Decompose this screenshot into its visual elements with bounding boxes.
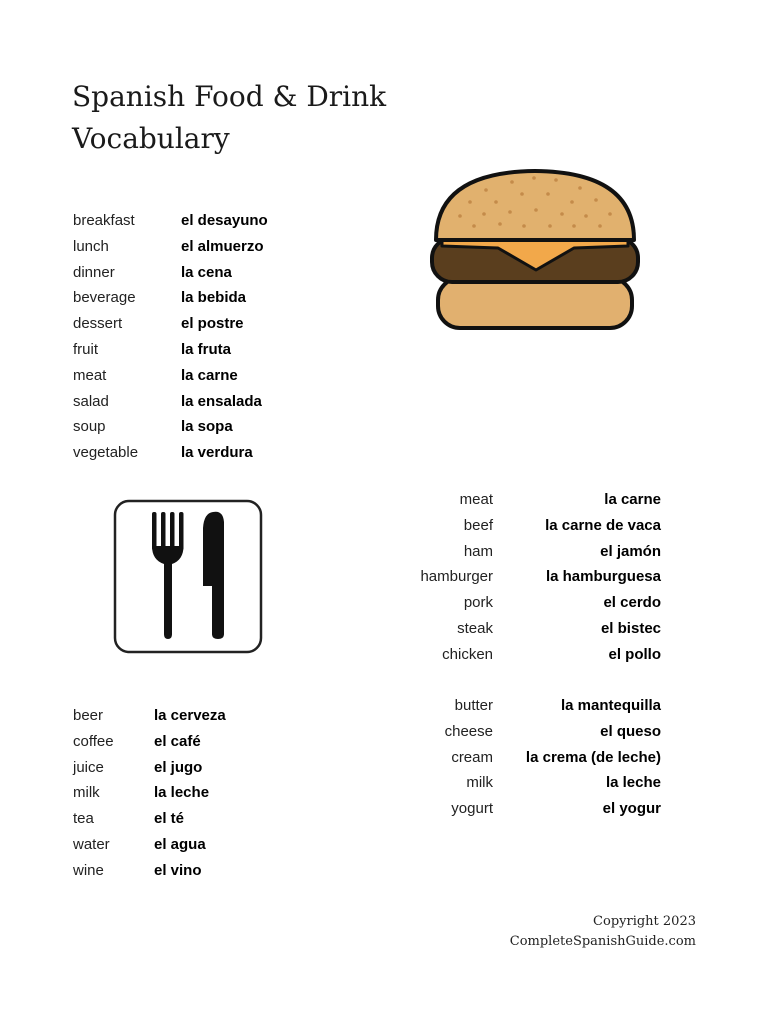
english-term: lunch [73,237,109,255]
vocab-row [373,693,661,719]
page-title [72,76,386,160]
vocab-row [73,337,268,363]
vocab-row [73,285,268,311]
spanish-term: el almuerzo [181,237,264,255]
spanish-term: el desayuno [181,212,268,229]
vocab-row [73,234,268,260]
english-term: dessert [73,315,123,333]
english-term: wine [73,861,104,879]
vocab-row [73,703,226,729]
vocab-row [73,311,268,337]
english-term: vegetable [73,444,139,462]
english-term: milk [466,774,493,792]
english-term: meat [73,366,107,384]
vocab-row [373,487,661,513]
vocab-row [73,389,268,415]
vocab-row [373,642,661,668]
copyright-text: Copyright 2023 [593,914,696,929]
vocab-row [373,719,661,745]
spanish-term: el yogur [602,800,661,818]
spanish-term: la mantequilla [560,697,661,714]
vocab-row [73,260,268,286]
spanish-term: la verdura [181,444,253,462]
english-term: beer [73,707,104,724]
vocab-list-dairy [373,693,661,822]
spanish-term: el jamón [600,542,661,560]
vocab-row [73,440,268,466]
vocab-list-meats [373,487,661,668]
english-term: cheese [444,722,493,740]
vocab-row [373,590,661,616]
english-term: milk [73,784,100,802]
english-term: fruit [73,340,99,358]
english-term: hamburger [420,568,493,586]
spanish-term: el pollo [608,645,661,663]
page-title-line-1: Spanish Food & Drink [72,80,387,113]
english-term: yogurt [451,800,493,818]
spanish-term: el té [154,810,185,828]
vocab-list-drinks [73,703,226,884]
spanish-term: la cerveza [154,707,226,724]
vocab-row [73,780,226,806]
spanish-term: el vino [154,861,202,879]
spanish-term: el cerdo [603,594,661,612]
spanish-term: la cena [181,263,232,281]
vocab-row [373,745,661,771]
vocab-row [73,414,268,440]
english-term: beverage [73,289,136,307]
spanish-term: el queso [600,722,661,740]
spanish-term: el agua [154,835,206,853]
spanish-term: la sopa [181,418,233,436]
english-term: pork [463,594,493,612]
spanish-term: la carne [604,491,661,508]
vocab-row [373,539,661,565]
english-term: juice [73,758,104,776]
spanish-term: la carne [181,366,238,384]
spanish-term: el jugo [154,758,203,776]
spanish-term: el postre [181,315,244,333]
website-text: CompleteSpanishGuide.com [509,934,696,949]
english-term: chicken [442,645,493,663]
page-title-line-2: Vocabulary [72,122,230,155]
vocab-row [73,208,268,234]
english-term: cream [451,748,493,766]
english-term: ham [463,542,493,560]
vocab-row [73,806,226,832]
vocab-row [373,796,661,822]
fork-and-knife-icon [112,498,264,655]
vocab-row [373,564,661,590]
spanish-term: la crema (de leche) [525,748,661,766]
vocab-list-general [73,208,268,466]
spanish-term: la bebida [181,289,247,307]
english-term: water [73,835,110,853]
vocab-row [73,363,268,389]
vocab-row [73,729,226,755]
spanish-term: la fruta [181,340,232,358]
hamburger-icon [424,166,646,334]
footer [510,912,696,952]
english-term: coffee [73,732,114,750]
vocab-row [73,755,226,781]
english-term: butter [454,697,493,714]
spanish-term: la ensalada [181,392,262,410]
spanish-term: el café [154,732,201,750]
vocab-row [373,616,661,642]
spanish-term: la carne de vaca [545,516,661,534]
english-term: tea [73,810,94,828]
english-term: dinner [73,263,115,281]
english-term: salad [73,392,109,410]
english-term: steak [457,619,493,637]
vocab-row [373,770,661,796]
vocab-row [73,858,226,884]
spanish-term: la hamburguesa [545,568,661,586]
spanish-term: la leche [154,784,210,802]
spanish-term: el bistec [600,619,661,637]
spanish-term: la leche [605,774,661,792]
english-term: beef [463,516,493,534]
english-term: soup [73,418,106,436]
english-term: meat [459,491,493,508]
vocab-row [73,832,226,858]
vocab-row [373,513,661,539]
english-term: breakfast [73,212,135,229]
